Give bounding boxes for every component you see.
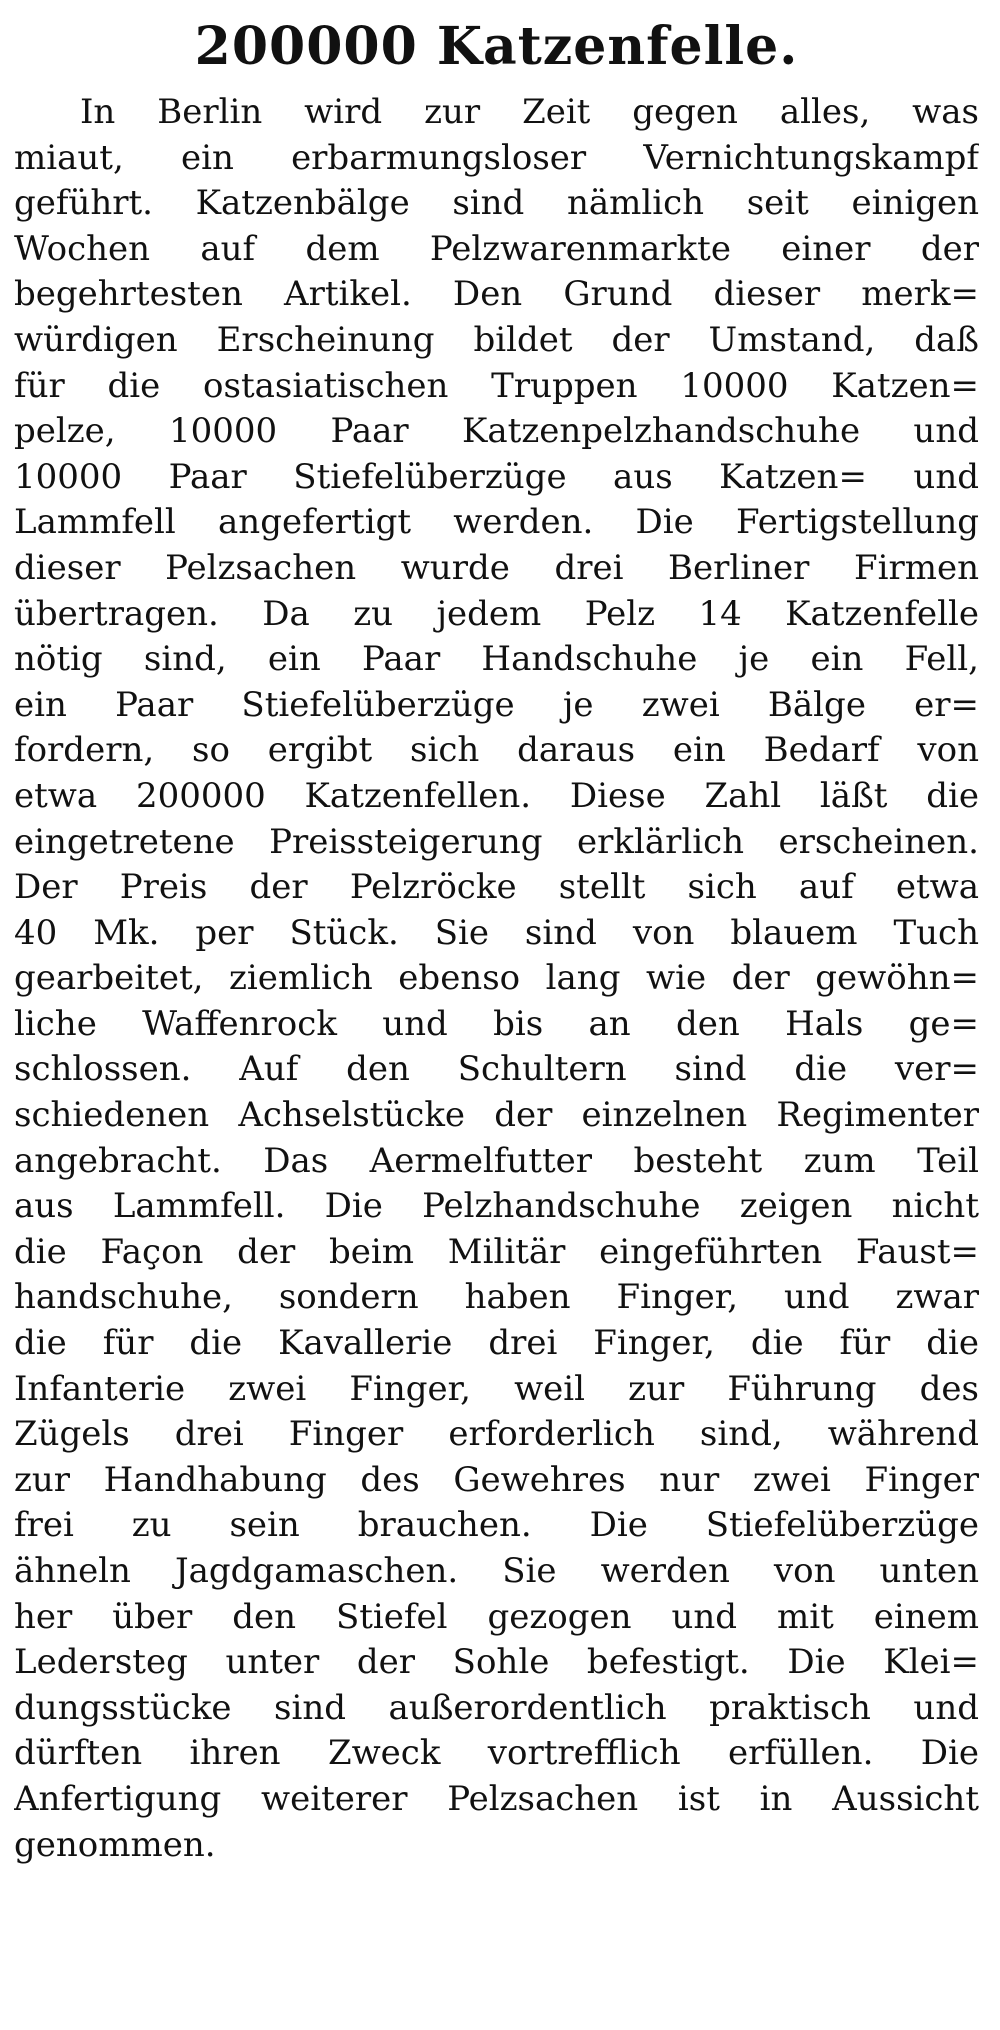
article-line: her über den Stiefel gezogen und mit einem	[14, 1596, 979, 1637]
article-line: geführt. Katzenbälge sind nämlich seit einigen	[14, 183, 979, 224]
article-line: 10000 Paar Stiefelüberzüge aus Katzen= und	[14, 456, 979, 497]
article-body	[14, 90, 979, 1868]
article-line: begehrtesten Artikel. Den Grund dieser merk=	[14, 274, 979, 315]
article-line: für die ostasiatischen Truppen 10000 Katzen=	[14, 365, 979, 406]
article-line: pelze, 10000 Paar Katzenpelzhandschuhe und	[14, 411, 979, 452]
article-line: nötig sind, ein Paar Handschuhe je ein Fell,	[14, 639, 979, 680]
article-line: Wochen auf dem Pelzwarenmarkte einer der	[14, 228, 979, 269]
article-line: Zügels drei Finger erforderlich sind, während	[14, 1414, 979, 1455]
article-line: genommen.	[14, 1824, 216, 1865]
article-line: schiedenen Achselstücke der einzelnen Regimenter	[14, 1095, 979, 1136]
newspaper-article	[14, 0, 979, 2030]
article-line: etwa 200000 Katzenfellen. Diese Zahl läßt die	[14, 775, 979, 816]
article-line: zur Handhabung des Gewehres nur zwei Finger	[14, 1459, 979, 1500]
article-line: ein Paar Stiefelüberzüge je zwei Bälge er=	[14, 684, 979, 725]
article-line: die für die Kavallerie drei Finger, die für die	[14, 1323, 979, 1364]
article-line: Anfertigung weiterer Pelzsachen ist in Aussicht	[14, 1778, 979, 1819]
article-line: dürften ihren Zweck vortrefflich erfüllen. Die	[14, 1733, 979, 1774]
article-line: würdigen Erscheinung bildet der Umstand, daß	[14, 319, 979, 360]
article-line: liche Waffenrock und bis an den Hals ge=	[14, 1003, 979, 1044]
article-line: Infanterie zwei Finger, weil zur Führung des	[14, 1368, 979, 1409]
article-line: handschuhe, sondern haben Finger, und zwar	[14, 1277, 979, 1318]
article-line: dungsstücke sind außerordentlich praktisch und	[14, 1687, 979, 1728]
article-line: 40 Mk. per Stück. Sie sind von blauem Tuch	[14, 912, 979, 953]
article-line: übertragen. Da zu jedem Pelz 14 Katzenfelle	[14, 593, 979, 634]
article-line: angebracht. Das Aermelfutter besteht zum Teil	[14, 1140, 979, 1181]
article-line: die Façon der beim Militär eingeführten Faust=	[14, 1231, 979, 1272]
article-line: In Berlin wird zur Zeit gegen alles, was	[80, 92, 979, 132]
article-line: gearbeitet, ziemlich ebenso lang wie der gewöhn=	[14, 958, 979, 999]
article-line: aus Lammfell. Die Pelzhandschuhe zeigen nicht	[14, 1186, 979, 1227]
article-line: ähneln Jagdgamaschen. Sie werden von unten	[14, 1551, 979, 1591]
article-line: schlossen. Auf den Schultern sind die ver=	[14, 1049, 979, 1090]
article-line: Ledersteg unter der Sohle befestigt. Die Klei=	[14, 1642, 979, 1683]
article-line: miaut, ein erbarmungsloser Vernichtungskampf	[14, 137, 979, 178]
article-line: frei zu sein brauchen. Die Stiefelüberzüge	[14, 1505, 979, 1546]
article-line: eingetretene Preissteigerung erklärlich erscheinen.	[14, 821, 979, 862]
article-line: Der Preis der Pelzröcke stellt sich auf etwa	[14, 867, 979, 908]
article-line: dieser Pelzsachen wurde drei Berliner Firmen	[14, 547, 979, 588]
article-line: fordern, so ergibt sich daraus ein Bedarf von	[14, 730, 979, 771]
article-line: Lammfell angefertigt werden. Die Fertigstellung	[14, 502, 979, 543]
article-headline: 200000 Katzenfelle.	[194, 16, 799, 77]
